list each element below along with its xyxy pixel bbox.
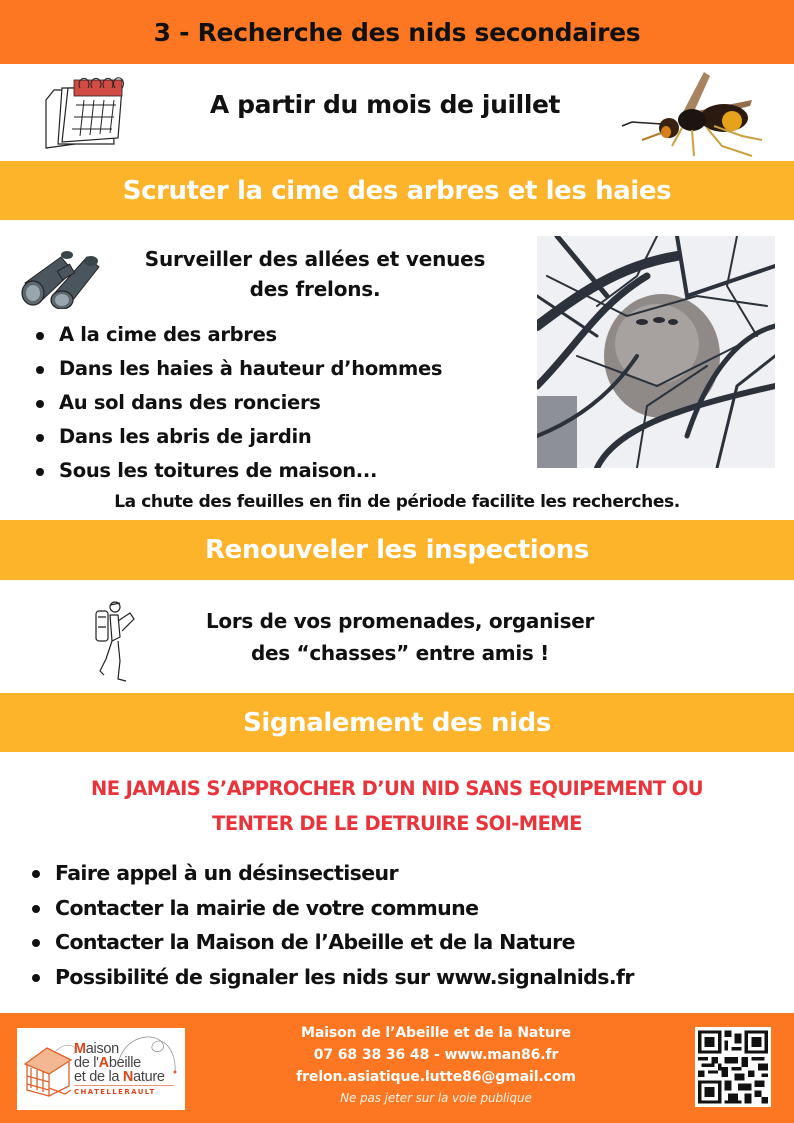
- leaf-fall-note: La chute des feuilles en fin de période facilite les recherches.: [114, 492, 680, 512]
- list-item: Sous les toitures de maison...: [34, 454, 442, 488]
- list-item: Dans les abris de jardin: [34, 420, 442, 454]
- phone-website[interactable]: 07 68 38 36 48 - www.man86.fr: [313, 1047, 559, 1063]
- section-heading: Renouveler les inspections: [205, 535, 589, 565]
- logo-city: CHATELLERAULT: [74, 1088, 156, 1096]
- list-item: Contacter la Maison de l’Abeille et de la Nature: [30, 925, 634, 960]
- advice-line: des “chasses” entre amis !: [250, 641, 549, 665]
- period-subtitle: A partir du mois de juillet: [209, 90, 561, 119]
- title-bar: [0, 0, 794, 64]
- list-item: Dans les haies à hauteur d’hommes: [34, 352, 442, 386]
- section-banner-signalement: [0, 693, 794, 752]
- intro-line: Surveiller des allées et venues: [144, 247, 486, 271]
- advice-line: Lors de vos promenades, organiser: [205, 609, 595, 633]
- list-item: Contacter la mairie de votre commune: [30, 891, 634, 926]
- warning-line: NE JAMAIS S’APPROCHER D’UN NID SANS EQUIPEMENT OU: [91, 777, 703, 800]
- disclaimer: Ne pas jeter sur la voie publique: [340, 1091, 532, 1105]
- list-item: Faire appel à un désinsectiseur: [30, 856, 634, 891]
- section-banner-scruter: [0, 161, 794, 220]
- search-locations-list: [34, 318, 442, 488]
- beehive-icon: [21, 1042, 75, 1098]
- walks-advice: [160, 605, 640, 669]
- section-banner-renouveler: [0, 520, 794, 580]
- qr-code[interactable]: [695, 1027, 771, 1107]
- logo-divider: [74, 1085, 174, 1086]
- org-name: Maison de l’Abeille et de la Nature: [301, 1025, 571, 1041]
- asian-hornet-image: [612, 66, 792, 160]
- hiker-icon: [88, 597, 140, 685]
- intro-line: des frelons.: [249, 277, 381, 301]
- list-item: A la cime des arbres: [34, 318, 442, 352]
- email-link[interactable]: frelon.asiatique.lutte86@gmail.com: [296, 1069, 576, 1085]
- logo-text: Maison de l'Abeille et de la Nature: [74, 1041, 165, 1085]
- hornet-nest-photo: [537, 236, 775, 468]
- safety-warning: [0, 771, 794, 841]
- reporting-actions-list: [30, 856, 634, 994]
- surveillance-intro: [110, 244, 520, 304]
- page-title: 3 - Recherche des nids secondaires: [153, 17, 641, 47]
- qr-code-icon: [698, 1030, 768, 1104]
- section-heading: Scruter la cime des arbres et les haies: [122, 175, 672, 206]
- section-heading: Signalement des nids: [243, 707, 551, 738]
- warning-line: TENTER DE LE DETRUIRE SOI-MEME: [212, 812, 582, 835]
- organization-logo: [17, 1028, 185, 1110]
- contact-info: [270, 1022, 602, 1108]
- binoculars-icon: [17, 243, 107, 309]
- bee-flight-path-icon: [117, 1030, 183, 1078]
- calendar-icon: [34, 70, 136, 150]
- list-item: Au sol dans des ronciers: [34, 386, 442, 420]
- list-item: Possibilité de signaler les nids sur www.signalnids.fr: [30, 960, 634, 995]
